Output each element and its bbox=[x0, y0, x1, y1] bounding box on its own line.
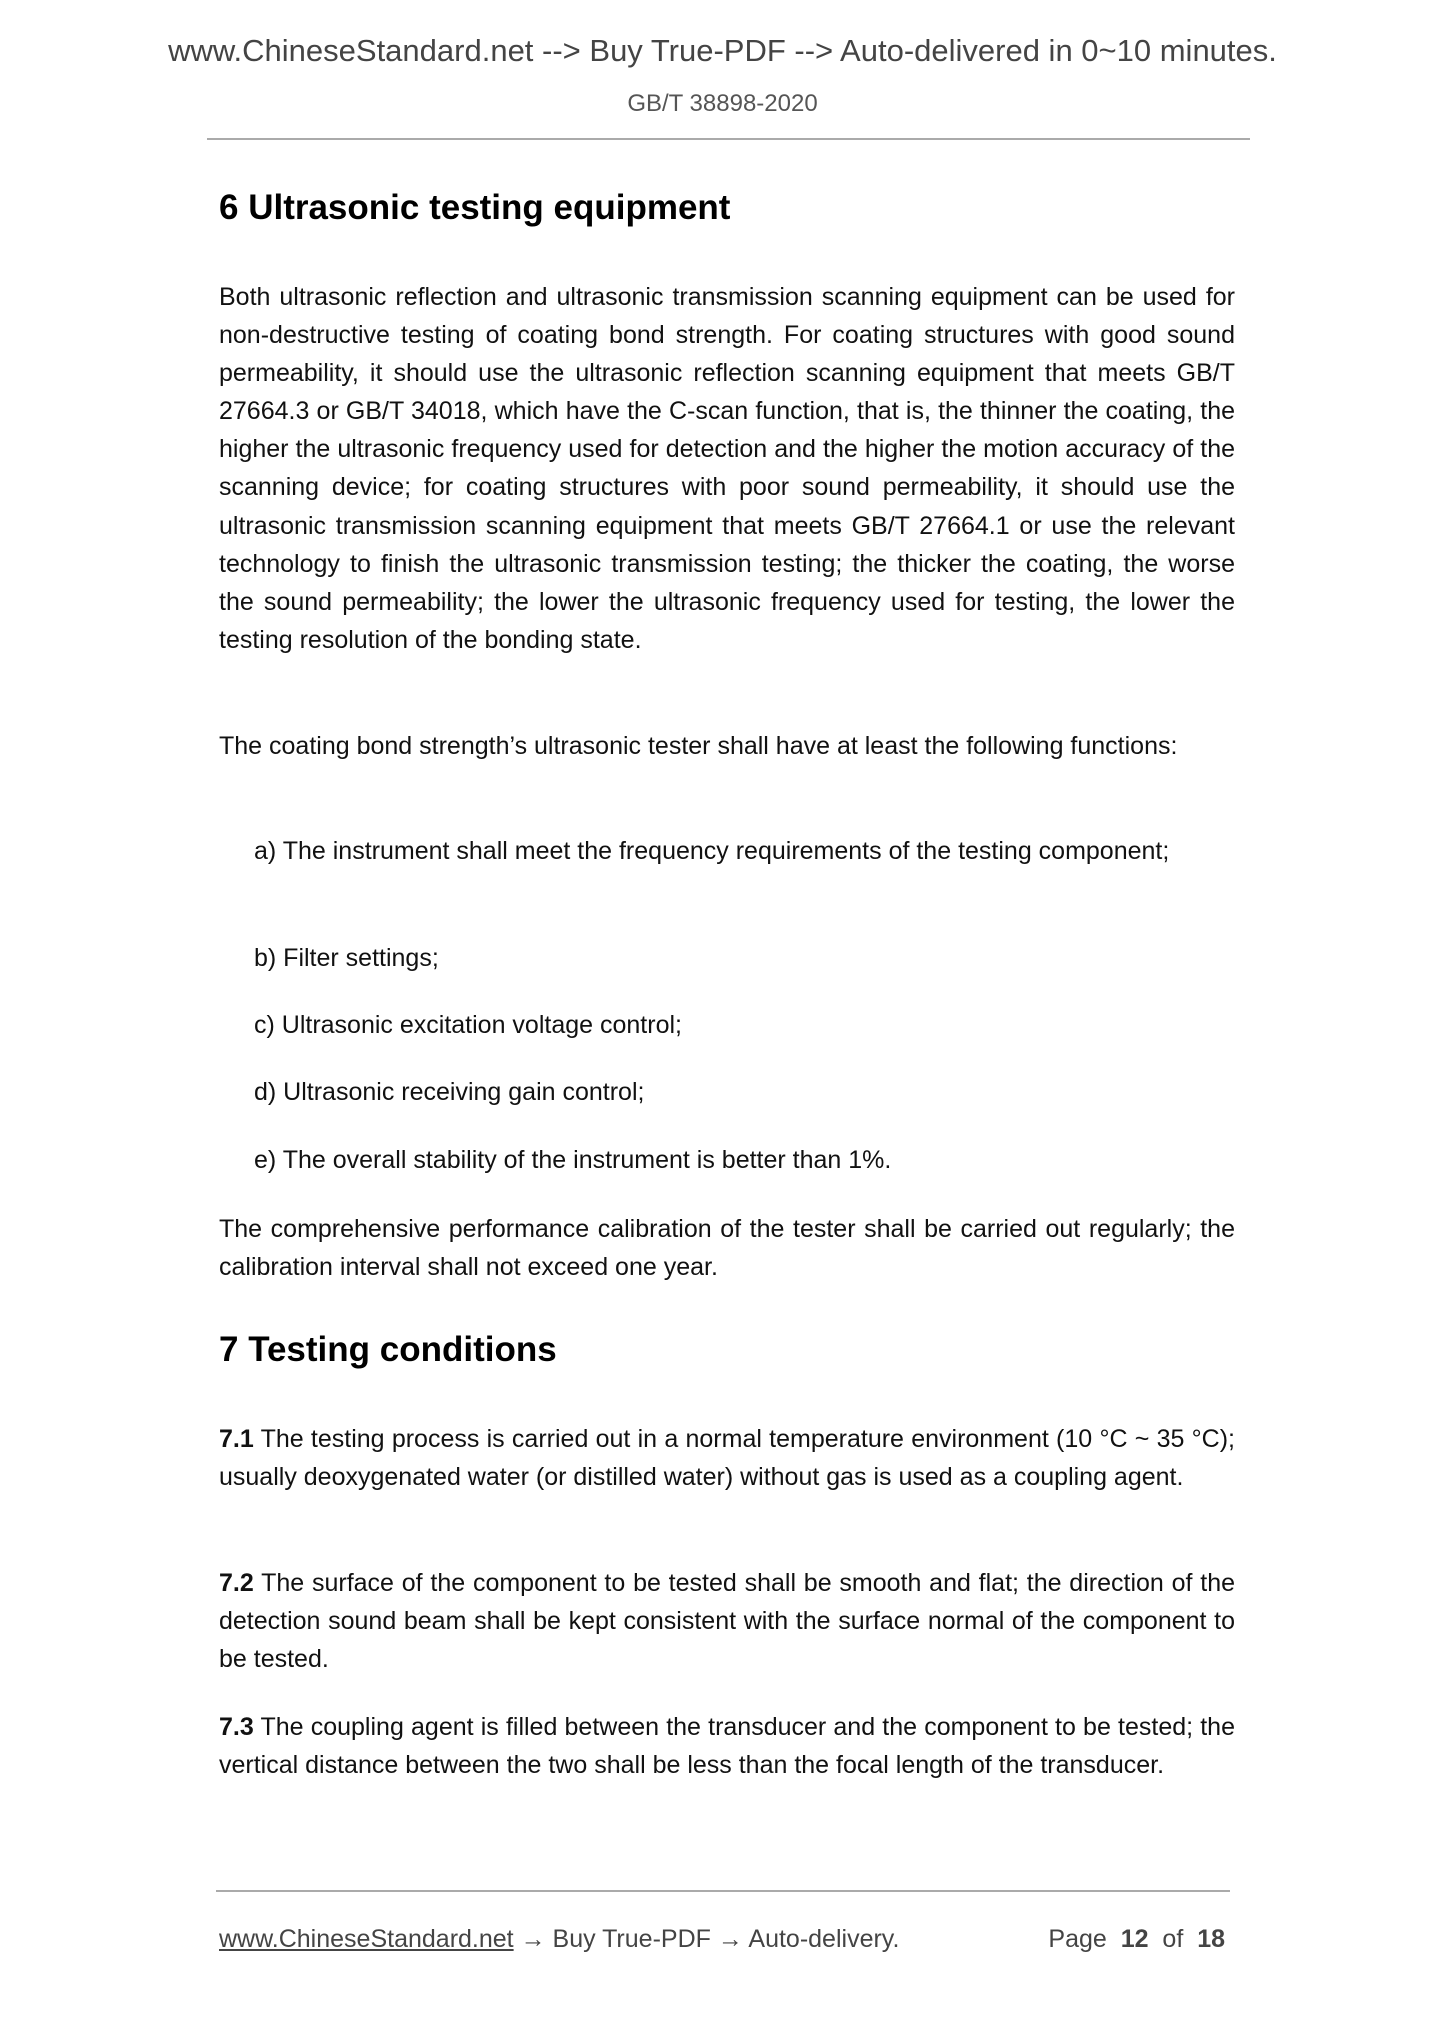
header-divider bbox=[207, 138, 1250, 140]
list-item-b: b) Filter settings; bbox=[254, 944, 439, 972]
clause-text: The testing process is carried out in a normal temperature environment (10 °C ~ 35 °C); usually deoxygenated water (or distilled water) without gas is used as a coupling agent. bbox=[219, 1425, 1235, 1492]
section-6-heading: 6 Ultrasonic testing equipment bbox=[219, 188, 731, 227]
footer-tagline: → Buy True-PDF → Auto-delivery. bbox=[513, 1925, 900, 1953]
footer bbox=[219, 1925, 1225, 1954]
current-page: 12 bbox=[1120, 1925, 1149, 1953]
clause-number: 7.3 bbox=[219, 1713, 254, 1741]
total-pages: 18 bbox=[1197, 1925, 1225, 1953]
section-6-paragraph-3: The comprehensive performance calibration of the tester shall be carried out regularly; the calibration interval shall not exceed one year. bbox=[219, 1215, 1235, 1282]
clause-number: 7.1 bbox=[219, 1425, 254, 1453]
list-item-a: a) The instrument shall meet the frequency requirements of the testing component; bbox=[254, 837, 1170, 865]
clause-7-3 bbox=[219, 1708, 1235, 1784]
clause-number: 7.2 bbox=[219, 1569, 254, 1597]
clause-text: The coupling agent is filled between the transducer and the component to be tested; the vertical distance between the two shall be less than the focal length of the transducer. bbox=[219, 1713, 1235, 1780]
footer-site-link[interactable]: www.ChineseStandard.net bbox=[219, 1925, 514, 1953]
footer-divider bbox=[216, 1890, 1230, 1892]
section-7-heading: 7 Testing conditions bbox=[219, 1330, 557, 1369]
footer-left bbox=[219, 1925, 899, 1954]
clause-7-1 bbox=[219, 1420, 1235, 1496]
of-label: of bbox=[1162, 1925, 1184, 1953]
section-6-paragraph-1: Both ultrasonic reflection and ultrasonic transmission scanning equipment can be used for non-destructive testing of coating bond strength. For coating structures with good sound permeability, it should use the ultrasonic reflection scanning equipment that meets GB/T 27664.3 or GB/T 34018, which have the C-scan function, that is, the thinner the coating, the higher the ultrasonic frequency used for detection and the higher the motion accuracy of the scanning device; for coating structures with poor sound permeability, it should use the ultrasonic transmission scanning equipment that meets GB/T 27664.1 or use the relevant technology to finish the ultrasonic transmission testing; the thicker the coating, the worse the sound permeability; the lower the ultrasonic frequency used for testing, the lower the testing resolution of the bonding state. bbox=[219, 283, 1235, 654]
section-6-paragraph-2: The coating bond strength’s ultrasonic tester shall have at least the following functions: bbox=[219, 732, 1178, 760]
page-indicator bbox=[1048, 1925, 1225, 1954]
top-banner: www.ChineseStandard.net --> Buy True-PDF --> Auto-delivered in 0~10 minutes. bbox=[168, 33, 1277, 68]
clause-7-2 bbox=[219, 1564, 1235, 1678]
document-code: GB/T 38898-2020 bbox=[627, 90, 818, 117]
list-item-c: c) Ultrasonic excitation voltage control; bbox=[254, 1011, 682, 1039]
page-label: Page bbox=[1048, 1925, 1107, 1953]
list-item-e: e) The overall stability of the instrument is better than 1%. bbox=[254, 1146, 892, 1174]
clause-text: The surface of the component to be tested shall be smooth and flat; the direction of the detection sound beam shall be kept consistent with the surface normal of the component to be tested. bbox=[219, 1569, 1235, 1674]
list-item-d: d) Ultrasonic receiving gain control; bbox=[254, 1078, 645, 1106]
